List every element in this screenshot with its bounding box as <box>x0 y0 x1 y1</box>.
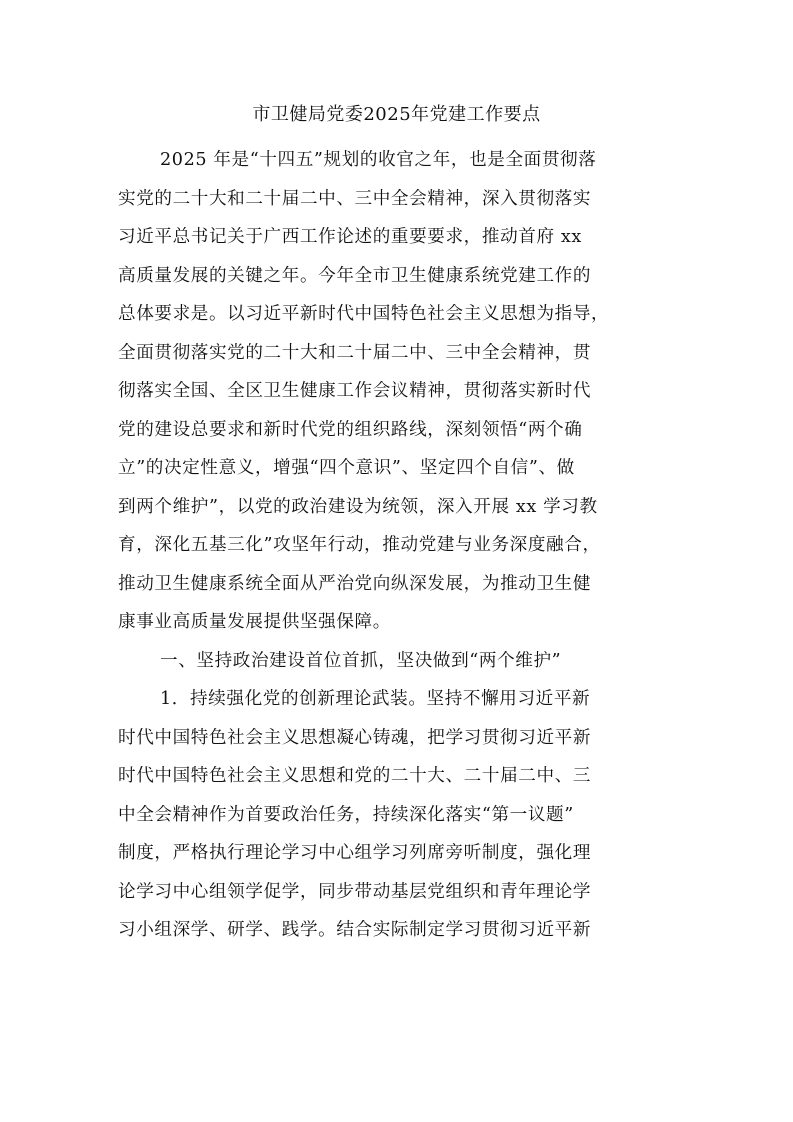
text-line: 时代中国特色社会主义思想凝心铸魂，把学习贯彻习近平新 <box>118 727 592 748</box>
document-title: 市卫健局党委2025年党建工作要点 <box>252 104 541 125</box>
text-line: 推动卫生健康系统全面从严治党向纵深发展，为推动卫生健 <box>118 573 592 594</box>
text-line: 1．持续强化党的创新理论武装。坚持不懈用习近平新 <box>160 689 591 709</box>
text-line: 康事业高质量发展提供坚强保障。 <box>118 612 391 632</box>
text-line: 育，深化五基三化”攻坚年行动，推动党建与业务深度融合， <box>118 535 601 555</box>
text-line: 习近平总书记关于广西工作论述的重要要求，推动首府 xx <box>118 227 582 247</box>
text-line: 实党的二十大和二十届二中、三中全会精神，深入贯彻落实 <box>118 188 592 209</box>
text-line: 中全会精神作为首要政治任务，持续深化落实“第一议题” <box>118 804 574 825</box>
text-line: 2025 年是“十四五”规划的收官之年，也是全面贯彻落 <box>160 150 597 170</box>
text-line: 彻落实全国、全区卫生健康工作会议精神，贯彻落实新时代 <box>118 381 592 401</box>
text-line: 习小组深学、研学、践学。结合实际制定学习贯彻习近平新 <box>118 920 592 940</box>
text-line: 制度，严格执行理论学习中心组学习列席旁听制度，强化理 <box>118 843 592 863</box>
text-line: 全面贯彻落实党的二十大和二十届二中、三中全会精神，贯 <box>118 342 592 363</box>
text-line: 到两个维护”，以党的政治建设为统领，深入开展 xx 学习教 <box>118 496 598 517</box>
text-line: 高质量发展的关键之年。今年全市卫生健康系统党建工作的 <box>118 265 592 286</box>
text-line: 论学习中心组领学促学，同步带动基层党组织和青年理论学 <box>118 881 592 902</box>
text-line: 一、坚持政治建设首位首抓，坚决做到“两个维护” <box>160 650 562 671</box>
document-body <box>118 141 678 950</box>
text-line: 时代中国特色社会主义思想和党的二十大、二十届二中、三 <box>118 766 592 786</box>
text-line: 总体要求是。以习近平新时代中国特色社会主义思想为指导， <box>118 304 610 324</box>
text-line: 立”的决定性意义，增强“四个意识”、坚定四个自信”、做 <box>118 458 575 478</box>
text-line: 党的建设总要求和新时代党的组织路线，深刻领悟“两个确 <box>118 419 583 440</box>
